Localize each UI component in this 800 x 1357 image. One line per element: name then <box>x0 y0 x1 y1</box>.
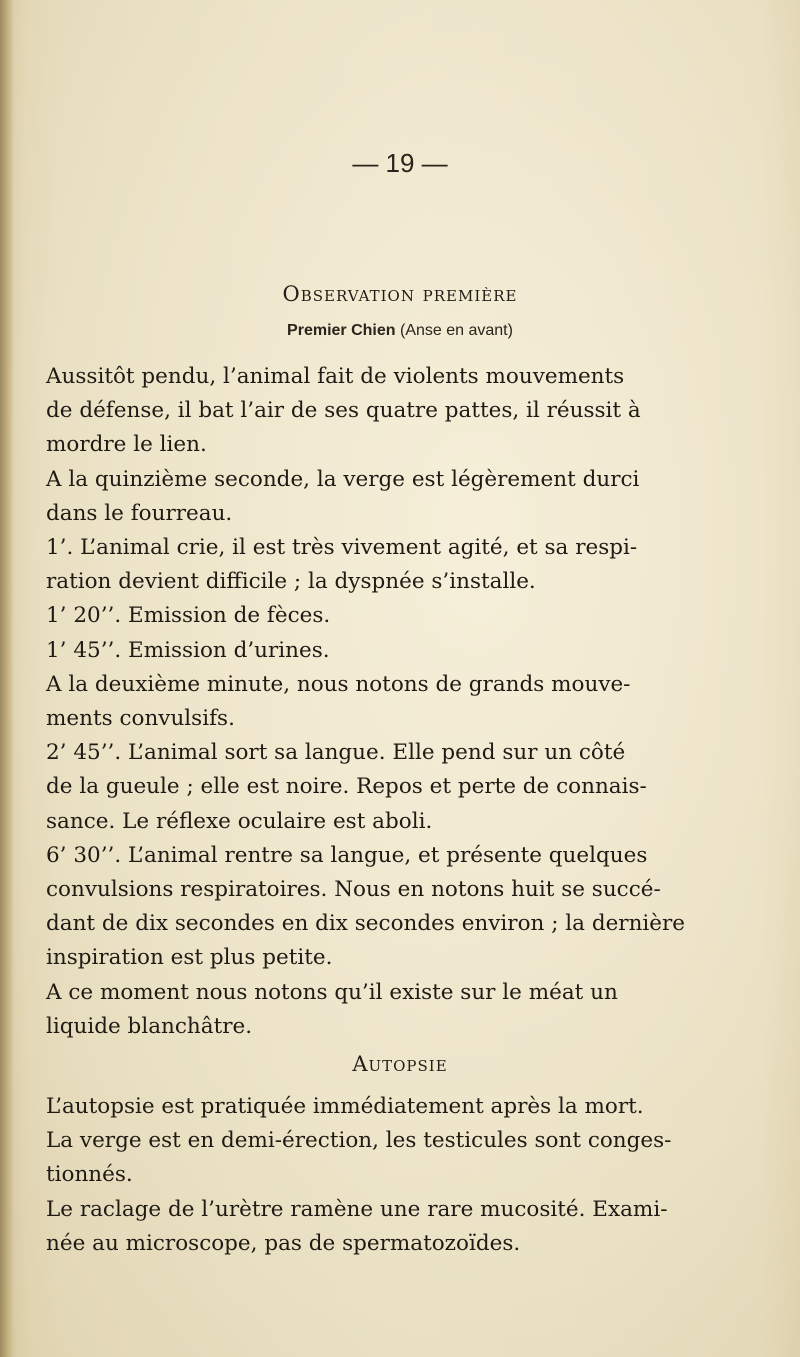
text-line: A la deuxième minute, nous notons de grands mouve- <box>46 671 631 697</box>
autopsy-text <box>46 1090 726 1261</box>
autopsy-title: Autopsie <box>352 1052 448 1076</box>
text-line: née au microscope, pas de spermatozoïdes. <box>46 1230 521 1256</box>
observation-text <box>46 360 726 1044</box>
paragraph <box>46 976 726 1044</box>
paragraph <box>46 634 726 668</box>
paragraph <box>46 360 726 463</box>
paragraph <box>46 599 726 633</box>
paragraph <box>46 668 726 736</box>
text-line: sance. Le réflexe oculaire est aboli. <box>46 808 433 834</box>
text-line: A la quinzième seconde, la verge est légèrement durci <box>46 466 640 492</box>
paragraph <box>46 736 726 839</box>
text-line: dant de dix secondes en dix secondes environ ; la dernière <box>46 911 686 937</box>
text-line: 1’ 45’’. Emission d’urines. <box>46 637 330 663</box>
subtitle <box>0 322 800 340</box>
paragraph <box>46 1193 726 1261</box>
text-line: ration devient difficile ; la dyspnée s’installe. <box>46 569 536 595</box>
text-line: de défense, il bat l’air de ses quatre pattes, il réussit à <box>46 398 641 424</box>
text-line: convulsions respiratoires. Nous en notons huit se succé- <box>46 877 661 903</box>
text-line: A ce moment nous notons qu’il existe sur le méat un <box>46 979 618 1005</box>
text-line: 6’ 30’’. L’animal rentre sa langue, et présente quelques <box>46 842 648 868</box>
text-line: 1’ 20’’. Emission de fèces. <box>46 603 331 629</box>
page-binding-shadow <box>0 0 14 1357</box>
text-line: liquide blanchâtre. <box>46 1013 253 1039</box>
subtitle-rest: (Anse en avant) <box>399 322 513 339</box>
text-line: 2’ 45’’. L’animal sort sa langue. Elle pend sur un côté <box>46 740 626 766</box>
text-line: La verge est en demi-érection, les testicules sont conges- <box>46 1128 672 1154</box>
text-line: Aussitôt pendu, l’animal fait de violents mouvements <box>46 364 625 389</box>
text-line: 1’. L’animal crie, il est très vivement agité, et sa respi- <box>46 535 638 561</box>
text-line: ments convulsifs. <box>46 706 235 732</box>
text-line: mordre le lien. <box>46 432 207 458</box>
text-line: de la gueule ; elle est noire. Repos et perte de connais- <box>46 774 647 800</box>
page-number: — 19 — <box>352 148 448 178</box>
text-line: dans le fourreau. <box>46 500 233 526</box>
paragraph <box>46 1090 726 1193</box>
paragraph <box>46 463 726 531</box>
section-title: Observation première <box>282 282 518 306</box>
paragraph <box>46 531 726 599</box>
text-line: inspiration est plus petite. <box>46 945 333 971</box>
text-line: Le raclage de l’urètre ramène une rare mucosité. Exami- <box>46 1196 668 1222</box>
paragraph <box>46 839 726 976</box>
text-line: tionnés. <box>46 1162 133 1188</box>
text-line: L’autopsie est pratiquée immédiatement après la mort. <box>46 1094 644 1119</box>
subtitle-bold: Premier Chien <box>287 322 396 339</box>
